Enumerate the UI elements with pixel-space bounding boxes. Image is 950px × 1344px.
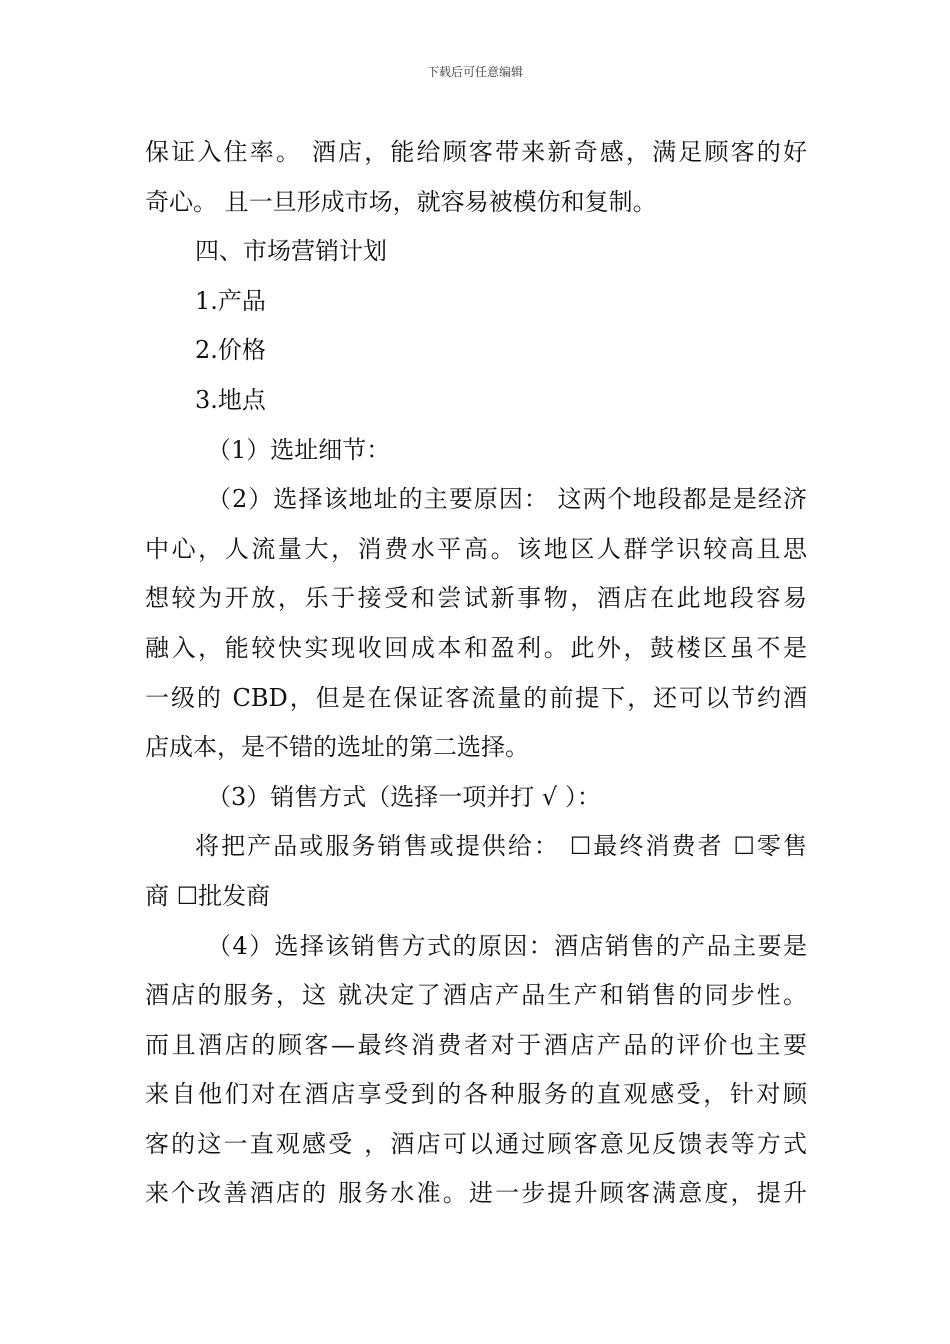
text-line: 来自他们对在酒店享受到的各种服务的直观感受，针对顾 bbox=[145, 1080, 807, 1109]
text-line: 想较为开放，乐于接受和尝试新事物，酒店在此地段容易 bbox=[145, 584, 807, 613]
sub-item: （2）选择该地址的主要原因： 这两个地段都是是经济 bbox=[207, 485, 807, 514]
text-line: 中心，人流量大，消费水平高。该地区人群学识较高且思 bbox=[145, 534, 807, 563]
text-line: 客的这一直观感受 ，酒店可以通过顾客意见反馈表等方式 bbox=[145, 1129, 807, 1158]
text-line: 商 ☐批发商 bbox=[145, 881, 271, 910]
list-item: 1.产品 bbox=[195, 286, 266, 315]
document-body bbox=[145, 128, 807, 1219]
sub-item: （4）选择该销售方式的原因：酒店销售的产品主要是 bbox=[207, 931, 807, 960]
text-line: 将把产品或服务销售或提供给： ☐最终消费者 ☐零售 bbox=[195, 832, 807, 861]
text-line: 一级的 CBD，但是在保证客流量的前提下，还可以节约酒 bbox=[145, 683, 807, 712]
list-item: 3.地点 bbox=[195, 385, 266, 414]
text-line: 奇心。 且一旦形成市场，就容易被模仿和复制。 bbox=[145, 187, 657, 216]
text-line: 酒店的服务，这 就决定了酒店产品生产和销售的同步性。 bbox=[145, 981, 807, 1010]
text-line: 而且酒店的顾客—最终消费者对于酒店产品的评价也主要 bbox=[145, 1030, 807, 1059]
sub-item: （1）选址细节： bbox=[207, 435, 391, 464]
page-header: 下载后可任意编辑 bbox=[426, 65, 523, 79]
text-line: 融入，能较快实现收回成本和盈利。此外，鼓楼区虽不是 bbox=[145, 633, 807, 662]
section-heading: 四、市场营销计划 bbox=[195, 237, 387, 266]
text-line: 保证入住率。 酒店，能给顾客带来新奇感，满足顾客的好 bbox=[145, 138, 807, 166]
sub-item: （3）销售方式（选择一项并打 √ ）： bbox=[207, 782, 601, 811]
text-line: 店成本，是不错的选址的第二选择。 bbox=[145, 733, 529, 762]
text-line: 来个改善酒店的 服务水准。进一步提升顾客满意度，提升 bbox=[145, 1179, 807, 1208]
list-item: 2.价格 bbox=[195, 336, 266, 365]
